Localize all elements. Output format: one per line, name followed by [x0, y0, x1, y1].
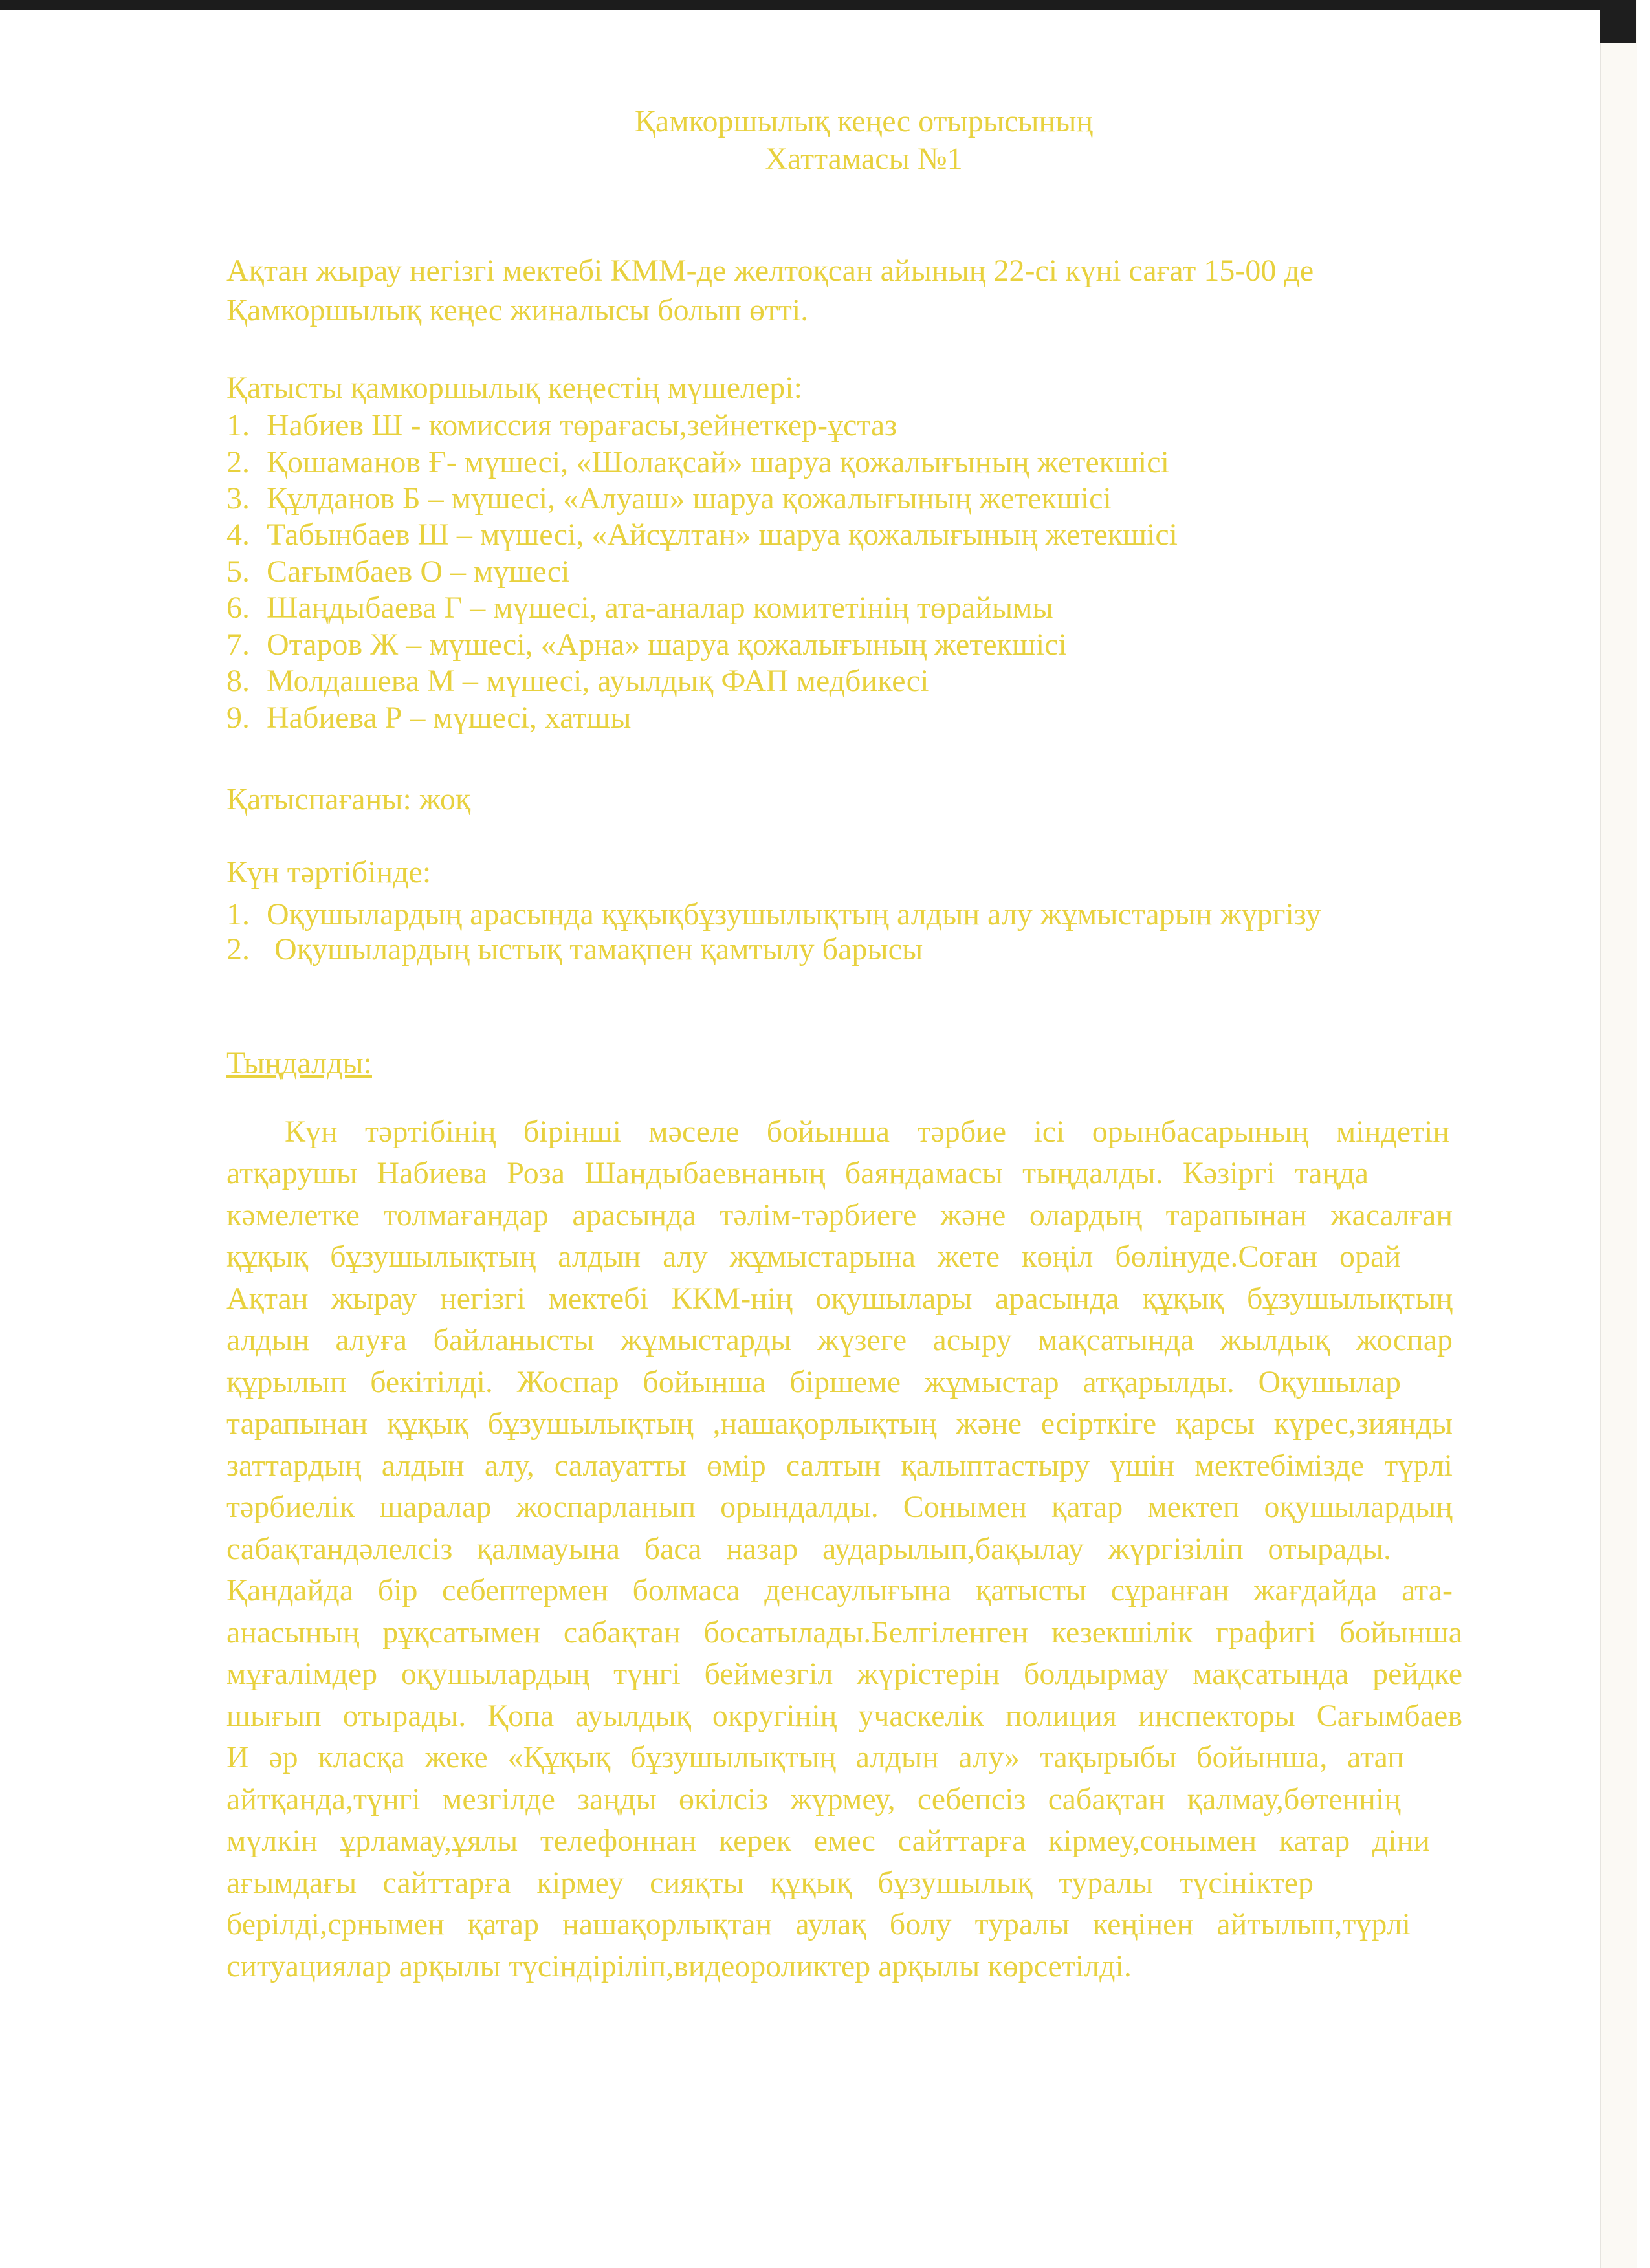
- document-title-line1: Қамкоршылық кеңес отырысының: [634, 104, 1094, 138]
- paragraph-line: ситуациялар арқылы түсіндіріліп,видеороликтер арқылы көрсетілді.: [226, 1949, 1132, 1983]
- paragraph-line: анасының рұқсатымен сабақтан босатылады.Белгіленген кезекшілік графигі бойынша: [226, 1615, 1462, 1650]
- agenda-item: 2. Оқушылардың ыстық тамақпен қамтылу барысы: [226, 932, 923, 966]
- scan-edge-right: [1600, 0, 1637, 2268]
- paragraph-line: мұғалімдер оқушылардың түнгі беймезгіл жүрістерін болдырмау мақсатында рейдке: [226, 1657, 1462, 1691]
- absent-line: Қатыспағаны: жоқ: [226, 782, 471, 816]
- agenda-item: 1. Оқушылардың арасында құқықбұзушылықтың алдын алу жұмыстарын жүргізу: [226, 897, 1321, 932]
- intro-line: Ақтан жырау негізгі мектебі КММ-де желтоқсан айының 22-сі күні сағат 15-00 де: [226, 254, 1314, 288]
- heard-heading: Тыңдалды:: [226, 1046, 372, 1080]
- paragraph-line: заттардың алдын алу, салауатты өмір салтын қалыптастыру үшін мектебімізде түрлі: [226, 1448, 1453, 1483]
- paragraph-line: Ақтан жырау негізгі мектебі ККМ-нің оқушылары арасында құқық бұзушылықтың: [226, 1281, 1453, 1316]
- intro-line: Қамкоршылық кеңес жиналысы болып өтті.: [226, 293, 809, 327]
- paragraph-line: тарапынан құқық бұзушылықтың ,нашақорлықтың және есірткіге қарсы күрес,зиянды: [226, 1406, 1453, 1441]
- paragraph-line: сабақтандәлелсіз қалмауына баса назар аударылып,бақылау жүргізіліп отырады.: [226, 1532, 1391, 1566]
- paragraph-line: айтқанда,түнгі мезгілде заңды өкілсіз жүрмеу, себепсіз сабақтан қалмау,бөтеннің: [226, 1782, 1401, 1816]
- list-item: 2. Қошаманов Ғ- мүшесі, «Шолақсай» шаруа қожалығының жетекшісі: [226, 445, 1169, 479]
- scan-edge-corner: [1600, 0, 1636, 43]
- list-item: 4. Табынбаев Ш – мүшесі, «Айсұлтан» шаруа қожалығының жетекшісі: [226, 518, 1178, 552]
- list-item: 3. Құлданов Б – мүшесі, «Алуаш» шаруа қожалығының жетекшісі: [226, 481, 1112, 516]
- paragraph-line: кәмелетке толмағандар арасында тәлім-тәрбиеге және олардың тарапынан жасалған: [226, 1198, 1453, 1232]
- members-heading: Қатысты қамкоршылық кеңестің мүшелері:: [226, 371, 802, 405]
- paragraph-line: мүлкін ұрламау,ұялы телефоннан керек емес сайттарға кірмеу,сонымен катар діни: [226, 1824, 1430, 1858]
- list-item: 7. Отаров Ж – мүшесі, «Арна» шаруа қожалығының жетекшісі: [226, 627, 1067, 662]
- paragraph-line: құрылып бекітілді. Жоспар бойынша біршеме жұмыстар атқарылды. Оқушылар: [226, 1365, 1401, 1399]
- list-item: 5. Сағымбаев О – мүшесі: [226, 554, 570, 589]
- paragraph-line: тәрбиелік шаралар жоспарланып орындалды. Сонымен қатар мектеп оқушылардың: [226, 1490, 1453, 1524]
- list-item: 6. Шаңдыбаева Г – мүшесі, ата-аналар комитетінің төрайымы: [226, 591, 1053, 625]
- scan-edge-top: [0, 0, 1636, 10]
- list-item: 9. Набиева Р – мүшесі, хатшы: [226, 701, 632, 735]
- paragraph-line: Күн тәртібінің бірінші мәселе бойынша тәрбие ісі орынбасарының міндетін: [285, 1115, 1449, 1149]
- paragraph-line: ағымдағы сайттарға кірмеу сияқты құқық бұзушылық туралы түсініктер: [226, 1866, 1314, 1900]
- paragraph-line: Қандайда бір себептермен болмаса денсаулығына қатысты сұранған жағдайда ата-: [226, 1573, 1453, 1608]
- agenda-heading: Күн тәртібінде:: [226, 855, 432, 889]
- paragraph-line: құқық бұзушылықтың алдын алу жұмыстарына жете көңіл бөлінуде.Соған орай: [226, 1239, 1401, 1274]
- document-title-line2: Хаттамасы №1: [765, 142, 963, 176]
- paragraph-line: берілді,срнымен қатар нашақорлықтан аулақ болу туралы кеңінен айтылып,түрлі: [226, 1907, 1411, 1941]
- paragraph-line: И әр класқа жеке «Құқық бұзушылықтың алдын алу» тақырыбы бойынша, атап: [226, 1740, 1404, 1774]
- list-item: 8. Молдашева М – мүшесі, ауылдық ФАП медбикесі: [226, 664, 929, 698]
- list-item: 1. Набиев Ш - комиссия төрағасы,зейнеткер-ұстаз: [226, 408, 897, 442]
- paragraph-line: алдын алуға байланысты жұмыстарды жүзеге асыру мақсатында жылдық жоспар: [226, 1323, 1453, 1357]
- paragraph-line: атқарушы Набиева Роза Шандыбаевнаның баяндамасы тыңдалды. Кәзіргі таңда: [226, 1156, 1369, 1190]
- paragraph-line: шығып отырады. Қопа ауылдық округінің учаскелік полиция инспекторы Сағымбаев: [226, 1699, 1462, 1733]
